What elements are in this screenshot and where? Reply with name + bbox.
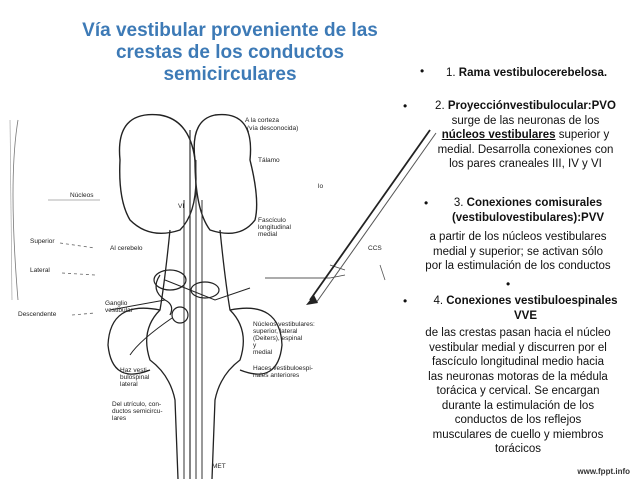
label-met: MET [212,463,226,470]
bullet-1 [446,66,636,81]
label-utriculo: Del utrículo, con- [112,401,162,408]
bullet-dot-empty: • [506,277,511,291]
bullet-3-title: Conexiones comisurales [466,197,603,209]
bullet-1-num: 1. [446,67,456,79]
label-nucleos-v: Núcleos vestibulares: [253,321,315,328]
label-corteza2: (vía desconocida) [247,125,299,132]
label-haz: Haz vesti- [120,367,149,374]
bullet-2-line2: superior y [558,129,610,141]
label-nucleos-v5: medial [253,349,273,356]
bullet-4 [413,294,638,323]
label-ccs: CCS [368,245,382,252]
bullet-3-title2: (vestibulovestibulares):PVV [451,211,605,224]
label-fasciculo2: longitudinal [258,224,291,231]
bullet-4-body [398,326,638,457]
bullet-dot-1: • [420,64,425,78]
bullet-3-line1: a partir de los núcleos vestibulares [429,231,607,243]
bullet-3 [418,196,638,225]
bullet-2-bold2: núcleos vestibulares [441,129,556,141]
label-nucleos-v3: (Deiters), espinal [253,335,303,342]
bullet-3-body [398,230,638,274]
bullet-2-num: 2. [435,100,445,112]
bullet-4-line8: musculares de cuello y miembros [432,428,604,441]
left-bracket-line [13,120,18,300]
bullet-2-line1: surge de las neuronas de los [451,114,600,127]
bullet-dot-4: • [403,294,408,308]
bullet-4-line5: torácica y cervical. Se encargan [436,385,600,397]
label-fasciculo3: medial [258,231,278,238]
bullet-4-line2: vestibular medial y discurren por el [429,341,607,354]
bullet-4-line4: las neuronas motoras de la médula [428,370,608,383]
bullet-dot-3: • [424,196,429,210]
label-cerebelo-right: lo [318,183,324,190]
label-haz2: bulospinal [120,374,150,381]
label-haz3: lateral [120,381,138,388]
label-haces: Haces vestibuloespi- [253,365,313,372]
label-vi: VI [178,203,185,210]
bullet-3-num: 3. [453,197,464,209]
bullet-4-title2: VVE [513,309,537,322]
label-corteza: A la corteza [245,117,279,124]
label-utriculo2: ductos semicircu- [112,408,163,415]
label-nucleos: Núcleos [70,192,94,199]
bullet-3-line2: medial y superior; se activan sólo [432,245,604,258]
bullet-4-line3: fascículo longitudinal medio hacia [432,356,604,368]
label-haces2: nales anteriores [253,372,300,379]
bullet-4-line1: de las crestas pasan hacia el núcleo [425,327,611,339]
bullet-1-title: Rama vestibulocerebelosa. [458,67,608,79]
label-nucleos-v4: y [253,342,257,349]
bullet-4-num: 4. [433,295,444,307]
label-ganglio: Ganglio [105,300,128,307]
bullet-2-line3: medial. Desarrolla conexiones con [437,143,614,156]
label-fasciculo: Fascículo [258,217,286,224]
label-ganglio2: vestibular [105,307,133,314]
bullet-4-line6: durante la estimulación de los [441,399,595,412]
bullet-2 [413,99,638,172]
bullet-4-line7: conductos de los reflejos [454,414,582,426]
label-al-cerebelo: Al cerebelo [110,245,143,252]
bullet-2-title: Proyecciónvestibulocular:PVO [447,100,616,112]
slide-title: Vía vestibular proveniente de las crestas de los conductos semicirculares [82,20,378,85]
footer-url: www.fppt.info [577,467,630,476]
bullet-3-line3: por la estimulación de los conductos [425,260,611,272]
label-superior: Superior [30,238,55,245]
bullet-dot-2: • [403,99,408,113]
label-talamo: Tálamo [258,157,280,164]
label-descendente: Descendente [18,311,57,318]
bullet-4-title: Conexiones vestibuloespinales [446,295,618,307]
label-lateral: Lateral [30,267,50,274]
label-nucleos-v2: superior, lateral [253,328,298,335]
bullet-4-line9: torácicos [494,443,542,455]
bullet-2-line4: los pares craneales III, IV y VI [449,158,602,170]
label-utriculo3: lares [112,415,127,422]
